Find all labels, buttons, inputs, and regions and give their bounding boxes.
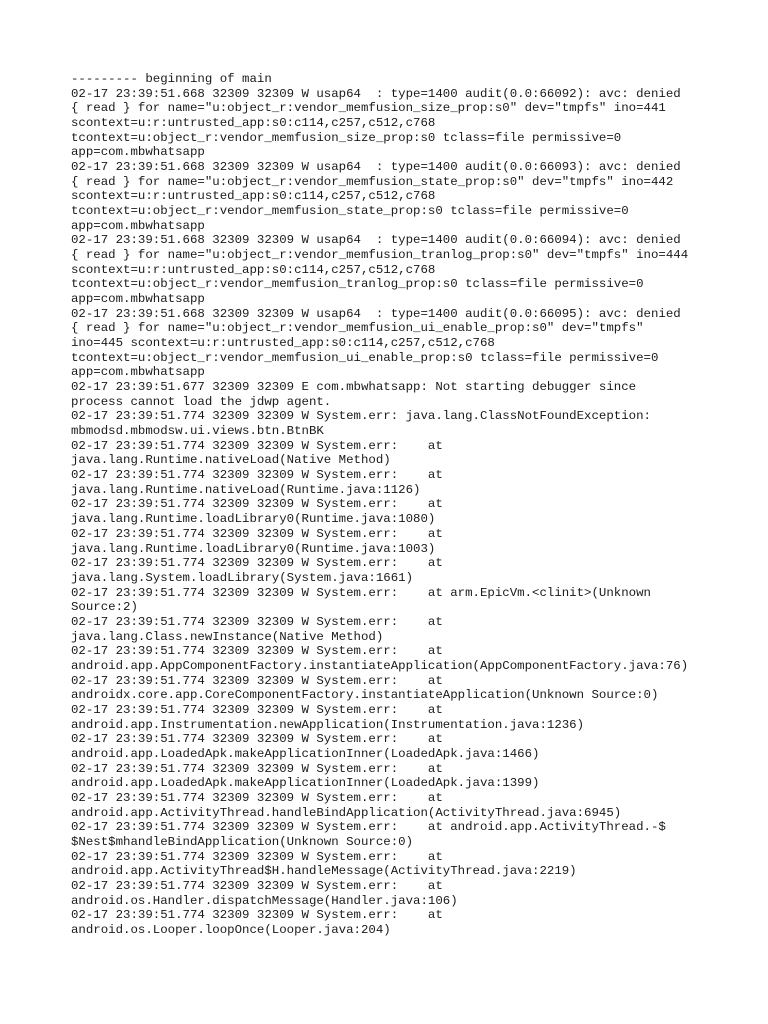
log-line: app=com.mbwhatsapp (71, 218, 205, 233)
log-line: 02-17 23:39:51.668 32309 32309 W usap64 : type=1400 audit(0.0:66095): avc: denied (71, 306, 681, 321)
log-line: 02-17 23:39:51.668 32309 32309 W usap64 : type=1400 audit(0.0:66093): avc: denied (71, 160, 681, 175)
log-line: app=com.mbwhatsapp (71, 365, 205, 380)
log-line: android.app.LoadedApk.makeApplicationInner(LoadedApk.java:1466) (71, 746, 540, 761)
log-line: 02-17 23:39:51.774 32309 32309 W System.err: at android.app.ActivityThread.-$ (71, 820, 666, 835)
log-line: java.lang.Runtime.nativeLoad(Native Method) (71, 453, 391, 468)
log-line: { read } for name="u:object_r:vendor_memfusion_state_prop:s0" dev="tmpfs" ino=442 (71, 174, 674, 189)
log-line: androidx.core.app.CoreComponentFactory.instantiateApplication(Unknown Source:0) (71, 688, 659, 703)
log-line: 02-17 23:39:51.774 32309 32309 W System.err: at (71, 761, 443, 776)
log-line: --------- beginning of main (71, 72, 272, 86)
log-line: { read } for name="u:object_r:vendor_memfusion_tranlog_prop:s0" dev="tmpfs" ino=444 (71, 248, 689, 263)
log-line: mbmodsd.mbmodsw.ui.views.btn.BtnBK (71, 424, 324, 439)
log-line: android.os.Handler.dispatchMessage(Handler.java:106) (71, 893, 458, 908)
log-line: 02-17 23:39:51.774 32309 32309 W System.err: at (71, 908, 443, 923)
log-line: tcontext=u:object_r:vendor_memfusion_ui_enable_prop:s0 tclass=file permissive=0 (71, 350, 659, 365)
log-line: 02-17 23:39:51.774 32309 32309 W System.err: at (71, 497, 443, 512)
log-line: { read } for name="u:object_r:vendor_memfusion_ui_enable_prop:s0" dev="tmpfs" (71, 321, 644, 336)
log-line: android.os.Looper.loopOnce(Looper.java:204) (71, 922, 391, 937)
log-line: 02-17 23:39:51.774 32309 32309 W System.err: at (71, 790, 443, 805)
log-line: 02-17 23:39:51.774 32309 32309 W System.err: at (71, 878, 443, 893)
log-line: 02-17 23:39:51.774 32309 32309 W System.err: at (71, 673, 443, 688)
log-line: tcontext=u:object_r:vendor_memfusion_tranlog_prop:s0 tclass=file permissive=0 (71, 277, 644, 292)
log-line: 02-17 23:39:51.668 32309 32309 W usap64 : type=1400 audit(0.0:66092): avc: denied (71, 86, 681, 101)
log-line: 02-17 23:39:51.774 32309 32309 W System.err: at (71, 438, 443, 453)
log-line: tcontext=u:object_r:vendor_memfusion_size_prop:s0 tclass=file permissive=0 (71, 130, 622, 145)
log-line: 02-17 23:39:51.774 32309 32309 W System.err: at (71, 702, 443, 717)
log-line: 02-17 23:39:51.774 32309 32309 W System.err: at (71, 526, 443, 541)
log-line: scontext=u:r:untrusted_app:s0:c114,c257,c512,c768 (71, 262, 436, 277)
log-line: java.lang.Runtime.nativeLoad(Runtime.java:1126) (71, 482, 421, 497)
log-line: android.app.ActivityThread$H.handleMessage(ActivityThread.java:2219) (71, 864, 577, 879)
log-line: java.lang.Class.newInstance(Native Method) (71, 629, 384, 644)
log-line: 02-17 23:39:51.677 32309 32309 E com.mbwhatsapp: Not starting debugger since (71, 380, 637, 395)
log-line: scontext=u:r:untrusted_app:s0:c114,c257,c512,c768 (71, 189, 436, 204)
log-line: 02-17 23:39:51.774 32309 32309 W System.err: java.lang.ClassNotFoundException: (71, 409, 651, 424)
log-line: 02-17 23:39:51.774 32309 32309 W System.err: at (71, 849, 443, 864)
log-line: java.lang.Runtime.loadLibrary0(Runtime.java:1003) (71, 541, 436, 556)
log-line: tcontext=u:object_r:vendor_memfusion_state_prop:s0 tclass=file permissive=0 (71, 204, 629, 219)
log-line: 02-17 23:39:51.774 32309 32309 W System.err: at (71, 644, 443, 659)
log-line: $Nest$mhandleBindApplication(Unknown Source:0) (71, 834, 414, 849)
log-line: 02-17 23:39:51.668 32309 32309 W usap64 : type=1400 audit(0.0:66094): avc: denied (71, 233, 681, 248)
log-line: { read } for name="u:object_r:vendor_memfusion_size_prop:s0" dev="tmpfs" ino=441 (71, 101, 666, 116)
log-line: android.app.ActivityThread.handleBindApplication(ActivityThread.java:6945) (71, 805, 622, 820)
log-line: Source:2) (71, 600, 138, 615)
log-line: 02-17 23:39:51.774 32309 32309 W System.err: at (71, 732, 443, 747)
log-line: ino=445 scontext=u:r:untrusted_app:s0:c114,c257,c512,c768 (71, 336, 495, 351)
log-line: app=com.mbwhatsapp (71, 145, 205, 160)
log-line: 02-17 23:39:51.774 32309 32309 W System.err: at arm.EpicVm.<clinit>(Unknown (71, 585, 651, 600)
log-line: 02-17 23:39:51.774 32309 32309 W System.err: at (71, 614, 443, 629)
log-line: java.lang.Runtime.loadLibrary0(Runtime.java:1080) (71, 512, 436, 527)
log-line: scontext=u:r:untrusted_app:s0:c114,c257,c512,c768 (71, 116, 436, 131)
log-line: android.app.Instrumentation.newApplication(Instrumentation.java:1236) (71, 717, 585, 732)
log-line: 02-17 23:39:51.774 32309 32309 W System.err: at (71, 556, 443, 571)
log-line: android.app.AppComponentFactory.instantiateApplication(AppComponentFactory.java:76) (71, 658, 689, 673)
log-line: java.lang.System.loadLibrary(System.java:1661) (71, 570, 414, 585)
log-line: app=com.mbwhatsapp (71, 292, 205, 307)
log-line: process cannot load the jdwp agent. (71, 394, 332, 409)
log-line: android.app.LoadedApk.makeApplicationInner(LoadedApk.java:1399) (71, 776, 540, 791)
log-line: 02-17 23:39:51.774 32309 32309 W System.err: at (71, 468, 443, 483)
log-document (71, 72, 711, 938)
